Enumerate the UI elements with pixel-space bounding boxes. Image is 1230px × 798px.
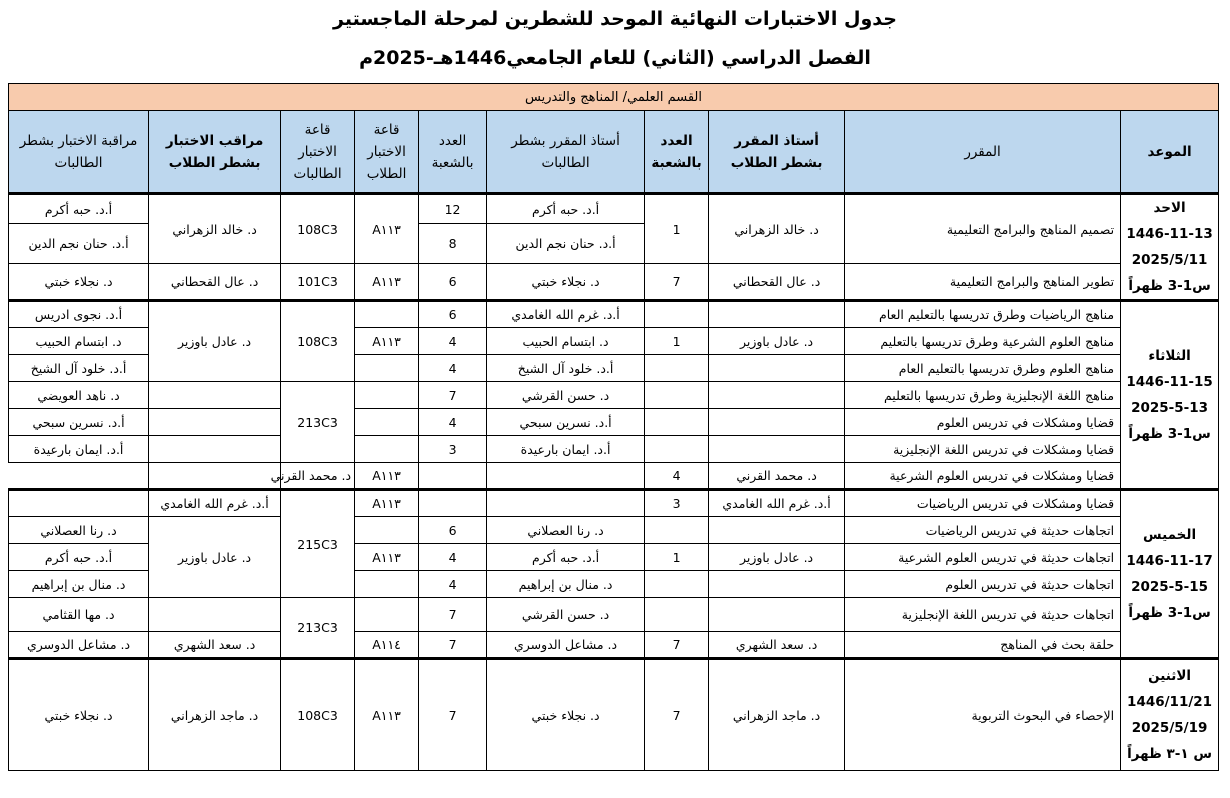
female-proctor-cell: أ.د. حنان نجم الدين (9, 224, 149, 264)
hijri-date: 1446-11-15 (1126, 374, 1213, 390)
female-proctor-cell: د. مشاعل الدوسري (9, 632, 149, 659)
male-count-cell (645, 571, 709, 598)
female-count-cell (419, 463, 487, 490)
female-proctor-cell: د. ناهد العويضي (9, 382, 149, 409)
female-room-cell: 108C3 (281, 301, 355, 382)
male-room-cell (355, 409, 419, 436)
male-proctor-cell: د. عادل باوزير (149, 301, 281, 382)
female-proctor-cell: أ.د. نسرين سبحي (9, 409, 149, 436)
female-count-cell: 7 (419, 632, 487, 659)
hijri-date: 1446-11-13 (1126, 226, 1213, 242)
male-count-cell: 7 (645, 659, 709, 771)
header-date: الموعد (1121, 111, 1219, 194)
female-prof-cell: أ.د. غرم الله الغامدي (487, 301, 645, 328)
day-label: الخميس (1143, 527, 1197, 543)
exam-time: س ١-٣ ظهراً (1127, 746, 1212, 762)
male-prof-cell: د. سعد الشهري (709, 632, 845, 659)
female-proctor-cell (9, 490, 149, 517)
male-prof-cell (709, 355, 845, 382)
male-count-cell: 7 (645, 632, 709, 659)
female-count-cell: 7 (419, 598, 487, 632)
male-prof-cell: د. محمد القرني (709, 463, 845, 490)
header-female-room: قاعة الاختبار الطالبات (281, 111, 355, 194)
date-cell (1121, 194, 1219, 301)
male-room-cell: A١١٣ (355, 463, 419, 490)
male-proctor-cell: د. ماجد الزهراني (149, 659, 281, 771)
female-prof-cell: أ.د. ايمان بارعيدة (487, 436, 645, 463)
male-room-cell (355, 436, 419, 463)
female-proctor-cell: د. رنا العصلاني (9, 517, 149, 544)
female-prof-cell: د. مشاعل الدوسري (487, 632, 645, 659)
female-proctor-cell: د. نجلاء خبتي (9, 264, 149, 301)
female-count-cell: 12 (419, 194, 487, 224)
male-room-cell (355, 301, 419, 328)
male-prof-cell: د. ماجد الزهراني (709, 659, 845, 771)
course-cell: مناهج العلوم وطرق تدريسها بالتعليم العام (845, 355, 1121, 382)
course-cell: قضايا ومشكلات في تدريس العلوم (845, 409, 1121, 436)
course-cell: مناهج الرياضيات وطرق تدريسها بالتعليم العام (845, 301, 1121, 328)
header-female-prof: أستاذ المقرر بشطر الطالبات (487, 111, 645, 194)
header-course: المقرر (845, 111, 1121, 194)
male-proctor-cell (149, 436, 281, 463)
male-prof-cell: أ.د. غرم الله الغامدي (709, 490, 845, 517)
female-count-cell: 4 (419, 544, 487, 571)
male-prof-cell (709, 436, 845, 463)
female-count-cell: 6 (419, 264, 487, 301)
male-room-cell (355, 517, 419, 544)
female-prof-cell: د. ابتسام الحبيب (487, 328, 645, 355)
female-prof-cell: أ.د. حبه أكرم (487, 544, 645, 571)
male-count-cell (645, 301, 709, 328)
course-cell: قضايا ومشكلات في تدريس اللغة الإنجليزية (845, 436, 1121, 463)
female-count-cell: 7 (419, 659, 487, 771)
page-subtitle: الفصل الدراسي (الثاني) للعام الجامعي1446هـ-2025م (359, 47, 871, 69)
male-proctor-cell: د. عال القحطاني (149, 264, 281, 301)
gregorian-date: 2025-5-13 (1131, 400, 1209, 416)
course-cell: تطوير المناهج والبرامج التعليمية (845, 264, 1121, 301)
male-proctor-cell (149, 409, 281, 436)
male-count-cell (645, 436, 709, 463)
female-prof-cell (487, 490, 645, 517)
male-room-cell (355, 382, 419, 409)
female-prof-cell: د. نجلاء خبتي (487, 264, 645, 301)
male-count-cell (645, 355, 709, 382)
male-prof-cell (709, 517, 845, 544)
male-proctor-cell: د. خالد الزهراني (149, 194, 281, 264)
female-count-cell: 4 (419, 355, 487, 382)
male-proctor-cell: د. عادل باوزير (149, 517, 281, 598)
date-cell (1121, 301, 1219, 490)
header-male-prof: أستاذ المقرر بشطر الطلاب (709, 111, 845, 194)
female-room-cell: 213C3 (281, 598, 355, 659)
exam-time: س1-3 ظهراً (1128, 426, 1211, 442)
male-count-cell: 1 (645, 544, 709, 571)
exam-time: س1-3 ظهراً (1128, 278, 1211, 294)
female-count-cell: 4 (419, 328, 487, 355)
male-room-cell: A١١٣ (355, 544, 419, 571)
course-cell: مناهج العلوم الشرعية وطرق تدريسها بالتعليم (845, 328, 1121, 355)
female-prof-cell: د. حسن القرشي (487, 382, 645, 409)
male-prof-cell: د. عال القحطاني (709, 264, 845, 301)
gregorian-date: 2025/5/19 (1131, 720, 1208, 736)
male-prof-cell: د. عادل باوزير (709, 328, 845, 355)
male-proctor-cell (149, 382, 281, 409)
course-cell: مناهج اللغة الإنجليزية وطرق تدريسها بالتعليم (845, 382, 1121, 409)
female-prof-cell: أ.د. خلود آل الشيخ (487, 355, 645, 382)
male-count-cell: 3 (645, 490, 709, 517)
male-count-cell (645, 517, 709, 544)
female-count-cell: 3 (419, 436, 487, 463)
male-prof-cell: د. خالد الزهراني (709, 194, 845, 264)
female-room-cell: 213C3 (281, 382, 355, 463)
female-count-cell: 6 (419, 301, 487, 328)
female-count-cell: 8 (419, 224, 487, 264)
gregorian-date: 2025/5/11 (1131, 252, 1208, 268)
male-room-cell (355, 598, 419, 632)
female-prof-cell: د. رنا العصلاني (487, 517, 645, 544)
day-label: الاحد (1153, 200, 1186, 216)
female-proctor-cell: أ.د. حبه أكرم (9, 544, 149, 571)
male-room-cell (355, 355, 419, 382)
male-count-cell (645, 382, 709, 409)
male-prof-cell (709, 382, 845, 409)
course-cell: تصميم المناهج والبرامج التعليمية (845, 194, 1121, 264)
male-room-cell (355, 571, 419, 598)
male-room-cell: A١١٣ (355, 264, 419, 301)
male-proctor-cell: د. سعد الشهري (149, 632, 281, 659)
male-room-cell: A١١٣ (355, 328, 419, 355)
female-proctor-cell: أ.د. خلود آل الشيخ (9, 355, 149, 382)
exam-schedule-table (8, 83, 1219, 771)
female-proctor-cell: د. منال بن إبراهيم (9, 571, 149, 598)
female-room-cell: 108C3 (281, 659, 355, 771)
male-prof-cell (709, 409, 845, 436)
female-count-cell: 7 (419, 382, 487, 409)
header-female-count: العدد بالشعبة (419, 111, 487, 194)
female-count-cell: 4 (419, 409, 487, 436)
male-room-cell: A١١٣ (355, 194, 419, 264)
day-label: الاثنين (1148, 668, 1192, 684)
header-male-room: قاعة الاختبار الطلاب (355, 111, 419, 194)
female-prof-cell: أ.د. حبه أكرم (487, 194, 645, 224)
female-proctor-cell: أ.د. ايمان بارعيدة (9, 436, 149, 463)
hijri-date: 1446-11-17 (1126, 553, 1213, 569)
course-cell: اتجاهات حديثة في تدريس الرياضيات (845, 517, 1121, 544)
female-prof-cell: أ.د. نسرين سبحي (487, 409, 645, 436)
course-cell: حلقة بحث في المناهج (845, 632, 1121, 659)
male-prof-cell (709, 598, 845, 632)
male-proctor-cell: د. محمد القرني (281, 463, 355, 490)
male-room-cell: A١١٣ (355, 490, 419, 517)
female-prof-cell (487, 463, 645, 490)
male-count-cell: 7 (645, 264, 709, 301)
female-prof-cell: د. حسن القرشي (487, 598, 645, 632)
course-cell: قضايا ومشكلات في تدريس الرياضيات (845, 490, 1121, 517)
course-cell: اتجاهات حديثة في تدريس العلوم (845, 571, 1121, 598)
female-room-cell: 215C3 (281, 490, 355, 598)
female-proctor-cell: د. ابتسام الحبيب (9, 328, 149, 355)
department-label: القسم العلمي/ المناهج والتدريس (9, 84, 1219, 111)
female-proctor-cell (149, 463, 281, 490)
male-count-cell: 1 (645, 328, 709, 355)
course-cell: الإحصاء في البحوث التربوية (845, 659, 1121, 771)
female-room-cell: 108C3 (281, 194, 355, 264)
male-count-cell: 4 (645, 463, 709, 490)
gregorian-date: 2025-5-15 (1131, 579, 1209, 595)
date-cell (1121, 659, 1219, 771)
female-proctor-cell: د. نجلاء خبتي (9, 659, 149, 771)
header-male-count: العدد بالشعبة (645, 111, 709, 194)
female-room-cell: 101C3 (281, 264, 355, 301)
male-room-cell: A١١٤ (355, 632, 419, 659)
male-count-cell (645, 409, 709, 436)
female-count-cell: 6 (419, 517, 487, 544)
male-prof-cell (709, 301, 845, 328)
female-proctor-cell: د. مها القثامي (9, 598, 149, 632)
female-prof-cell: د. منال بن إبراهيم (487, 571, 645, 598)
male-prof-cell (709, 571, 845, 598)
day-label: الثلاثاء (1148, 348, 1191, 364)
male-count-cell (645, 598, 709, 632)
header-male-proctor: مراقب الاختبار بشطر الطلاب (149, 111, 281, 194)
male-proctor-cell: أ.د. غرم الله الغامدي (149, 490, 281, 517)
female-count-cell: 4 (419, 571, 487, 598)
male-room-cell: A١١٣ (355, 659, 419, 771)
female-proctor-cell: أ.د. حبه أكرم (9, 194, 149, 224)
date-cell (1121, 490, 1219, 659)
male-count-cell: 1 (645, 194, 709, 264)
course-cell: قضايا ومشكلات في تدريس العلوم الشرعية (845, 463, 1121, 490)
exam-time: س1-3 ظهراً (1128, 605, 1211, 621)
page-title: جدول الاختبارات النهائية الموحد للشطرين لمرحلة الماجستير (333, 8, 897, 30)
male-proctor-cell (149, 598, 281, 632)
course-cell: اتجاهات حديثة في تدريس العلوم الشرعية (845, 544, 1121, 571)
course-cell: اتجاهات حديثة في تدريس اللغة الإنجليزية (845, 598, 1121, 632)
male-prof-cell: د. عادل باوزير (709, 544, 845, 571)
female-proctor-cell: أ.د. نجوى ادريس (9, 301, 149, 328)
female-prof-cell: أ.د. حنان نجم الدين (487, 224, 645, 264)
female-count-cell (419, 490, 487, 517)
header-female-proctor: مراقبة الاختبار بشطر الطالبات (9, 111, 149, 194)
hijri-date: 1446/11/21 (1127, 694, 1213, 710)
female-prof-cell: د. نجلاء خبتي (487, 659, 645, 771)
